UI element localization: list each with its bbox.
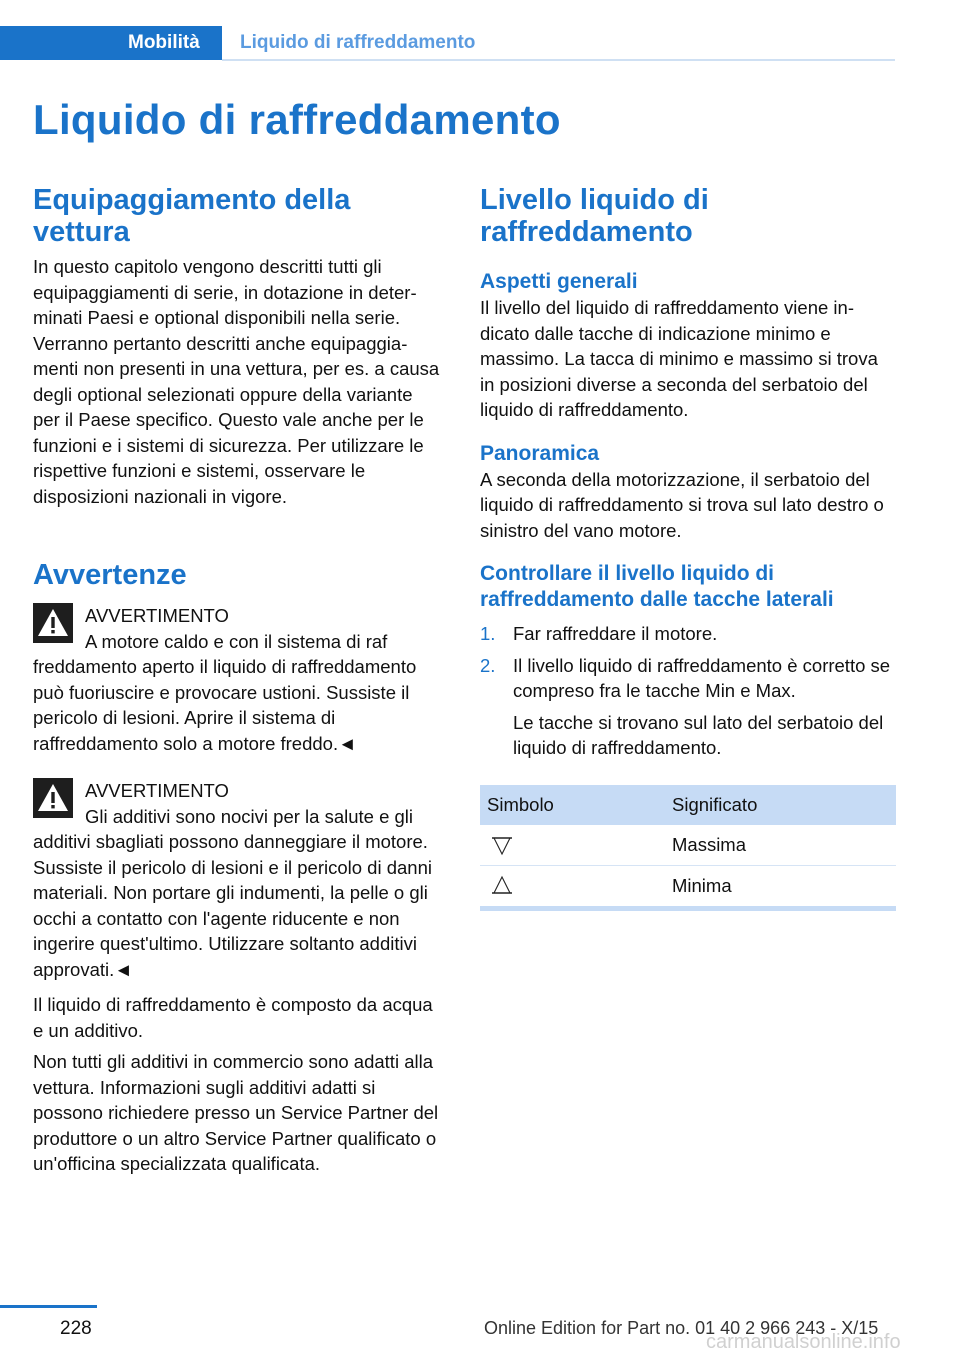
overview-paragraph: A seconda della motorizzazione, il serbatoio del liquido di raffreddamento si trova sul lato destro o sinistro del vano motore. <box>480 468 884 541</box>
check-heading: Controllare il livello liquido di raffreddamento dalle tacche laterali <box>480 562 834 611</box>
warning-block-hot-engine <box>33 603 443 756</box>
general-heading: Aspetti generali <box>480 270 638 293</box>
watermark: carmanualsonline.info <box>706 1331 901 1353</box>
level-heading: Livello liquido di raffreddamento <box>480 184 709 248</box>
edition-label: Online Edition for Part no. 01 40 2 966 243 - X/15 <box>484 1318 879 1338</box>
warning-label: AVVERTIMENTO <box>85 605 229 626</box>
table-cell-symbol <box>480 825 672 866</box>
equipment-paragraph: In questo capitolo vengono descritti tutti gli equipaggiamenti di serie, in dotazione in determinati Paesi e optional disponibili nella serie. Verranno pertanto descritti anche equipaggiamenti non presenti in una vettura, per es. a causa degli optional selezionati oppure della variante per il Paese specifico. Questo vale anche per le funzioni e i sistemi di sicurezza. Per utilizzare le rispettive funzioni e sistemi, osservare le disposizioni nazionali in vigore. <box>33 256 440 507</box>
step-number: 2. <box>480 654 496 676</box>
table-header-row <box>480 785 896 825</box>
table-cell-meaning: Minima <box>672 865 896 908</box>
page-title: Liquido di raffreddamento <box>33 96 561 143</box>
left-column <box>33 184 443 1177</box>
additives-paragraph: Non tutti gli additivi in commercio sono adatti alla vettura. Informazioni sugli additivi adatti si possono richiedere presso un Service Partner del produttore o un altro Service Partner qualificato o un'officina specializzata qualificata. <box>33 1051 439 1174</box>
min-mark-icon <box>491 875 513 897</box>
table-cell-meaning: Massima <box>672 825 896 866</box>
warning-label: AVVERTIMENTO <box>85 780 229 801</box>
warning-text: additivi sbagliati possono danneggiare il motore. Sussiste il pericolo di lesioni e il pericolo di danni materiali. Non portare gli indumenti, la pelle o gli occhi a contatto con l'agente riducente e non ingerire quest'ultimo. Utilizzare soltanto additivi approvati.◄ <box>33 831 432 980</box>
page-number: 228 <box>60 1318 92 1339</box>
step-text: Far raffreddare il motore. <box>513 623 718 644</box>
table-header-meaning: Significato <box>672 785 896 825</box>
footer-rule <box>0 1305 97 1308</box>
list-item <box>480 653 896 761</box>
step-extra-text: Le tacche si trovano sul lato del serbatoio del liquido di raffreddamento. <box>513 711 884 758</box>
header-rule <box>222 59 895 61</box>
warning-block-additives <box>33 778 443 982</box>
header-chapter-label: Liquido di raffreddamento <box>240 32 476 53</box>
check-steps <box>480 621 896 761</box>
warning-text-first-line: A motore caldo e con il sistema di raf <box>85 630 388 652</box>
equipment-heading: Equipaggiamento della vettura <box>33 184 351 248</box>
symbol-table <box>480 785 896 911</box>
table-header-symbol: Simbolo <box>480 785 672 825</box>
warning-text-first-line: Gli additivi sono nocivi per la salute e gli <box>85 805 414 827</box>
overview-heading: Panoramica <box>480 441 600 465</box>
page-header <box>0 26 895 60</box>
max-mark-icon <box>491 834 513 856</box>
warning-text: freddamento aperto il liquido di raffreddamento può fuoriuscire e provocare ustioni. Sussiste il pericolo di lesioni. Aprire il sistema di raffreddamento solo a motore freddo.◄ <box>33 656 417 754</box>
table-row <box>480 825 896 866</box>
list-item <box>480 621 896 647</box>
general-paragraph: Il livello del liquido di raffreddamento viene indicato dalle tacche di indicazione minimo e massimo. La tacca di minimo e massimo si trova in posizioni diverse a seconda del serbatoio del liquido di raffreddamento. <box>480 297 878 420</box>
step-number: 1. <box>480 623 496 644</box>
header-section-tab: Mobilità <box>0 26 222 60</box>
warning-triangle-icon <box>33 778 73 818</box>
step-text: Il livello liquido di raffreddamento è corretto se compreso fra le tacche Min e Max. <box>513 654 891 701</box>
warning-triangle-icon <box>33 603 73 643</box>
table-cell-symbol <box>480 865 672 908</box>
right-column <box>480 184 896 911</box>
table-row <box>480 865 896 908</box>
warnings-heading: Avvertenze <box>33 559 187 591</box>
composition-paragraph: Il liquido di raffreddamento è composto da acqua e un additivo. <box>33 994 433 1041</box>
